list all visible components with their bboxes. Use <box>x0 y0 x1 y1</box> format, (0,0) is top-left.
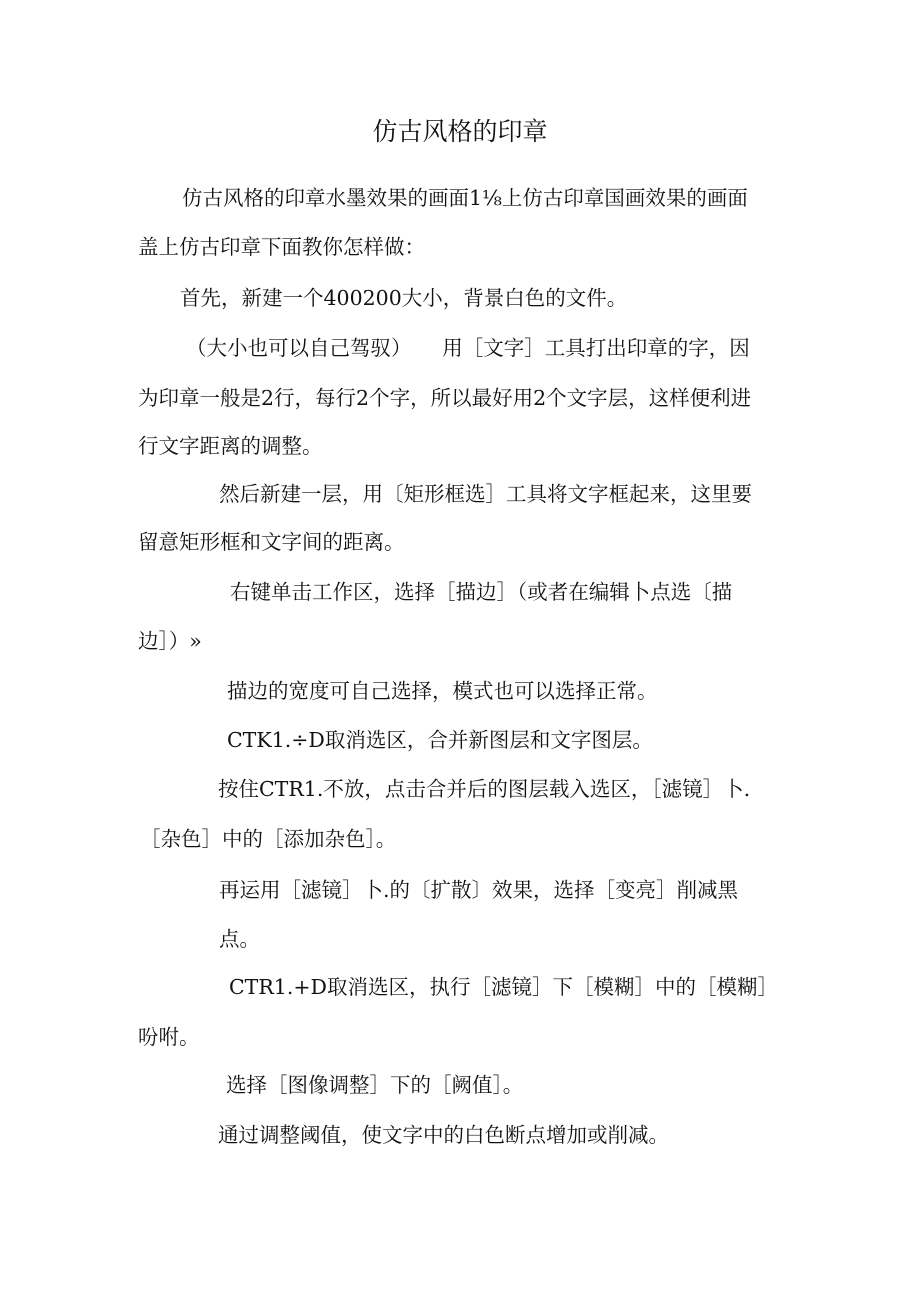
paragraph-line: 仿古风格的印章水墨效果的画面1⅛上仿古印章国画效果的画面 <box>182 186 748 210</box>
paragraph-line: CTK1.÷D取消选区，合并新图层和文字图层。 <box>227 728 653 752</box>
paragraph-line: 描边的宽度可自己选择，模式也可以选择正常。 <box>227 679 658 703</box>
paragraph-line: ［杂色］中的［添加杂色］。 <box>140 827 397 851</box>
paragraph-line: 留意矩形框和文字间的距离。 <box>138 530 405 554</box>
paragraph-line: 行文字距离的调整。 <box>138 434 323 458</box>
paragraph-line: 右键单击工作区，选择［描边］（或者在编辑卜点选〔描 <box>230 580 733 604</box>
paragraph-line: 点。 <box>219 927 260 951</box>
paragraph-line: 首先，新建一个400200大小，背景白色的文件。 <box>180 286 628 310</box>
paragraph-line: 再运用［滤镜］卜.的〔扩散〕效果，选择［变亮］削减黑 <box>219 878 739 902</box>
paragraph-line: 选择［图像调整］下的［阙值］。 <box>226 1073 524 1097</box>
paragraph-line: 边］）» <box>138 629 202 653</box>
paragraph-line: 吩咐。 <box>138 1025 200 1049</box>
paragraph-line: CTR1.+D取消选区，执行［滤镜］下［模糊］中的［模糊］ <box>229 975 778 999</box>
paragraph-line: 为印章一般是2行，每行2个字，所以最好用2个文字层，这样便利进 <box>138 386 752 410</box>
paragraph-line: 然后新建一层，用〔矩形框选］工具将文字框起来，这里要 <box>219 482 752 506</box>
paragraph-line: 按住CTR1.不放，点击合并后的图层载入选区，［滤镜］卜. <box>218 777 751 801</box>
paragraph-line: 盖上仿古印章下面教你怎样做： <box>138 235 425 259</box>
paragraph-line: 通过调整阈值，使文字中的白色断点增加或削减。 <box>218 1123 669 1147</box>
paragraph-line: （大小也可以自己驾驭） 用［文字］工具打出印章的字，因 <box>186 336 750 360</box>
document-title: 仿古风格的印章 <box>372 117 548 146</box>
